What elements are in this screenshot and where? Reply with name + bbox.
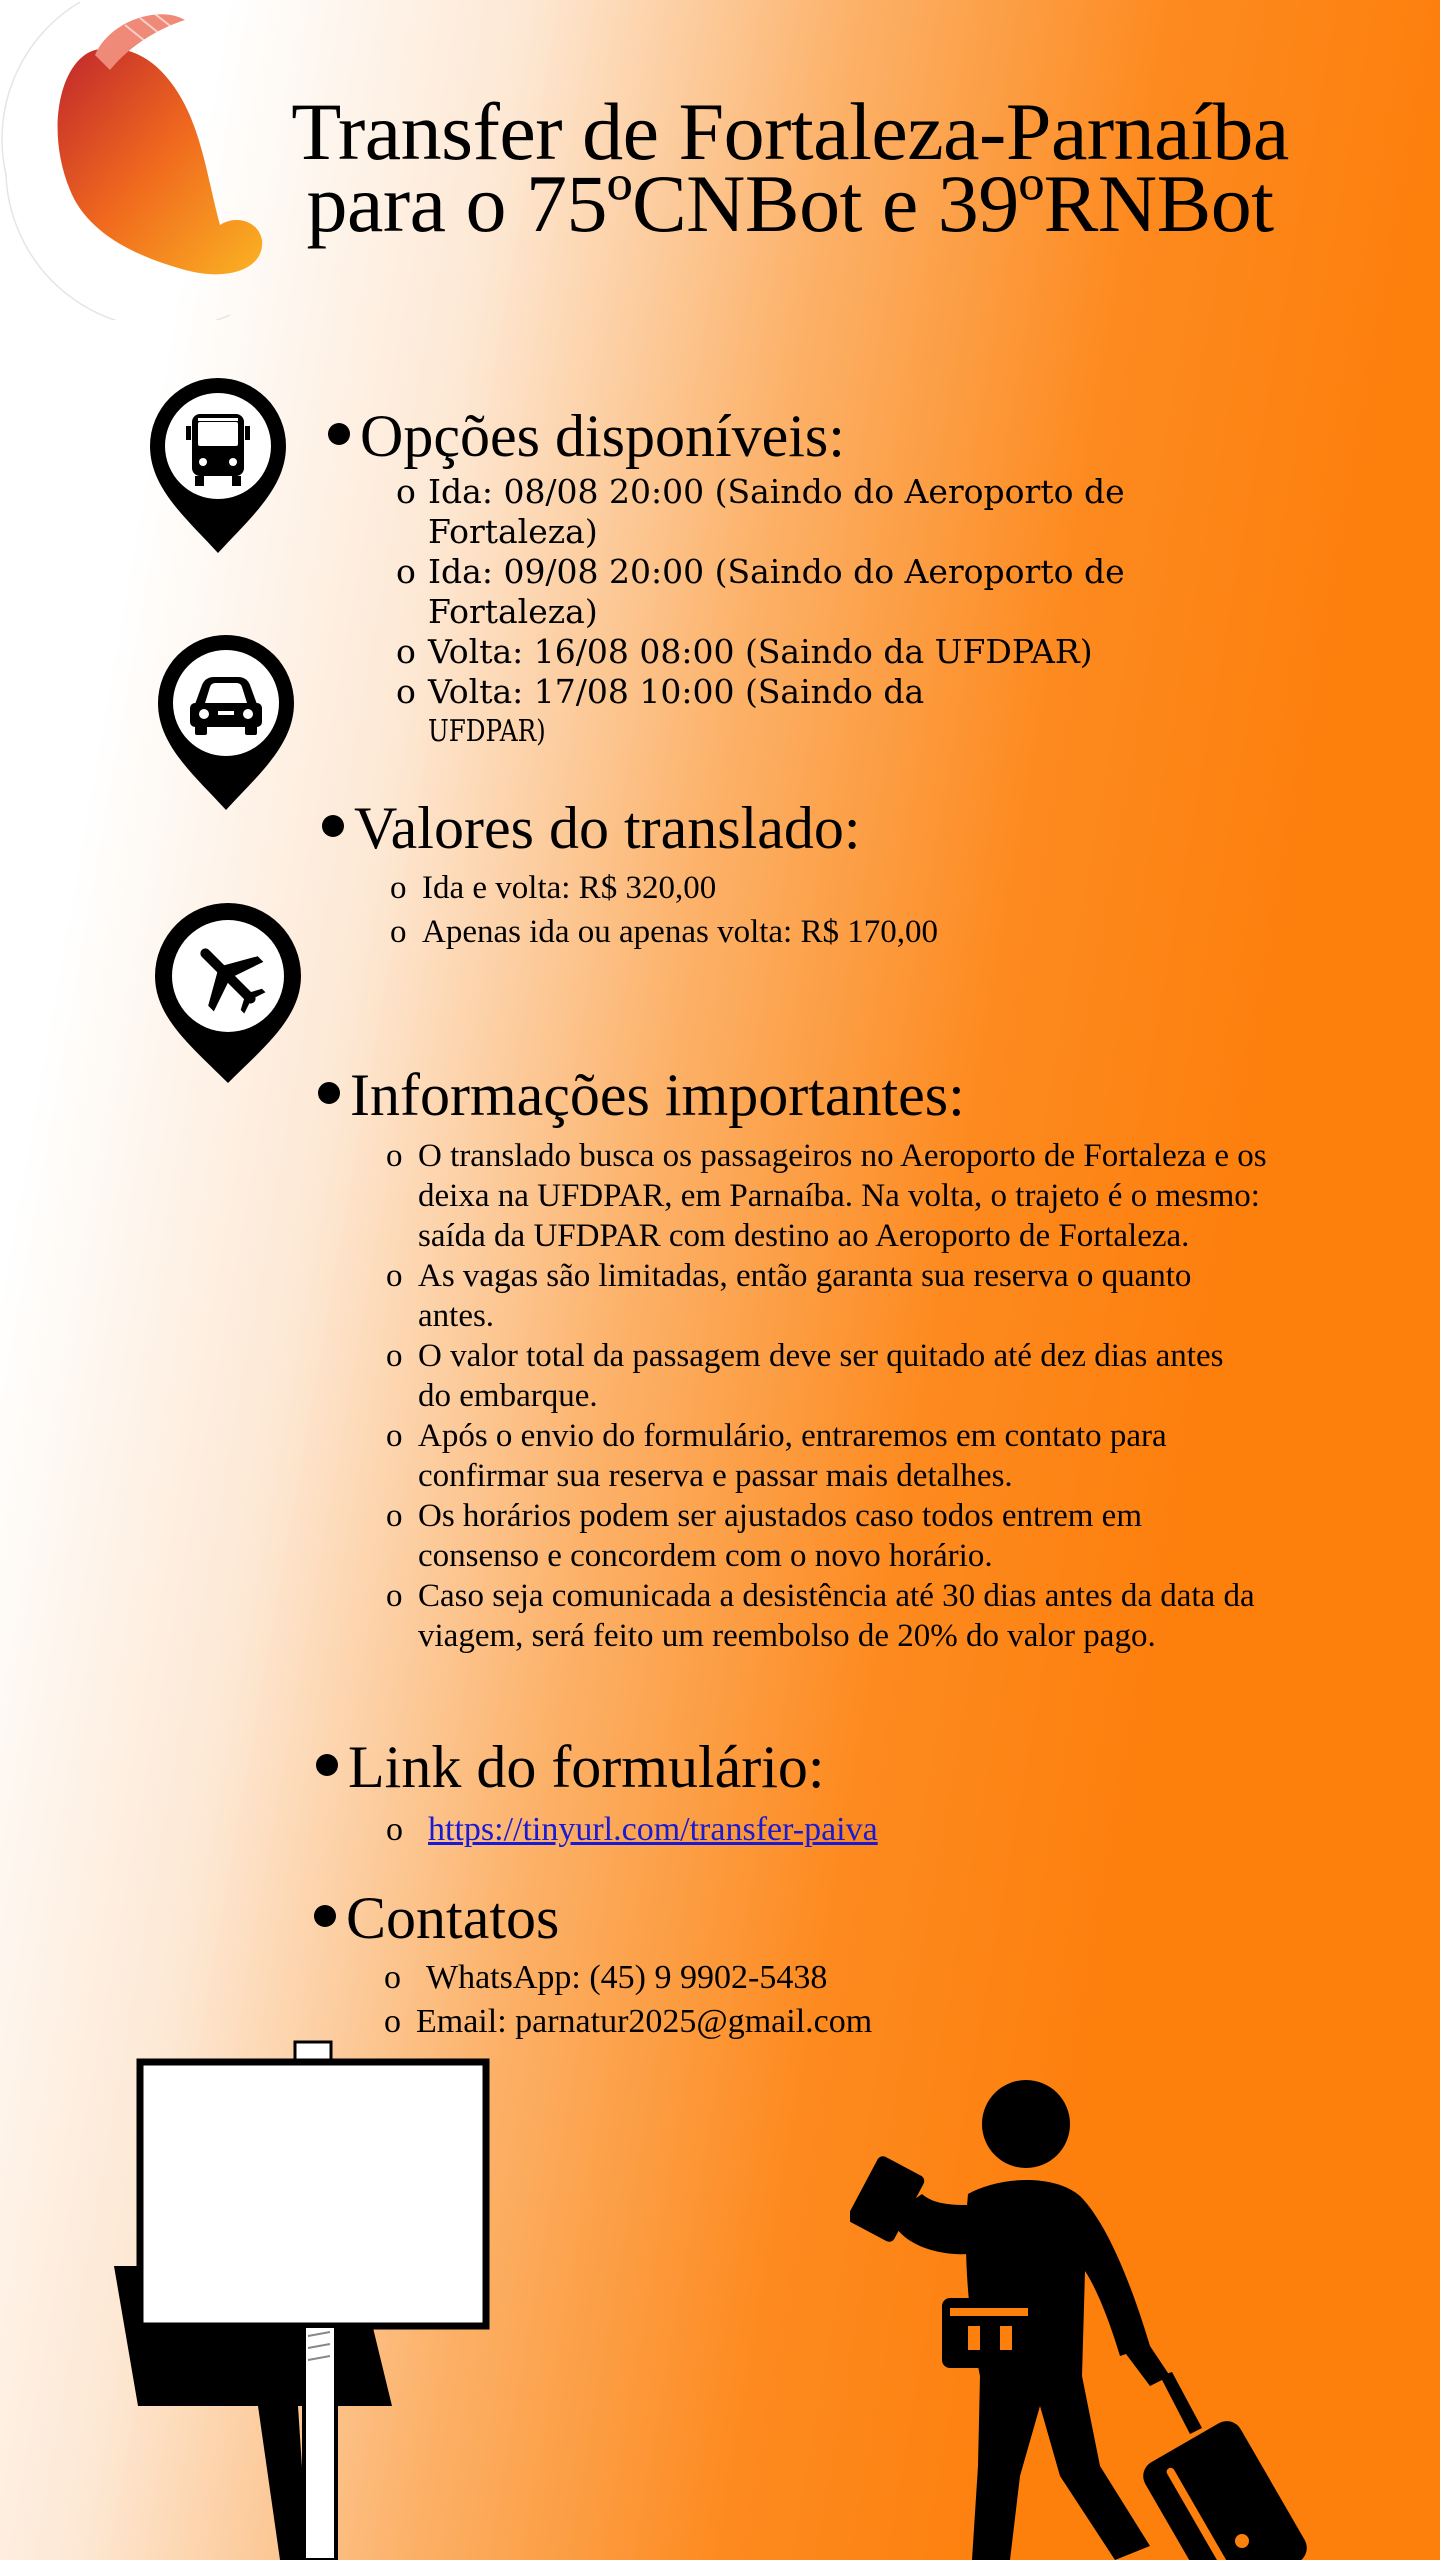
contacts-list: [384, 1956, 1284, 2044]
options-list: [396, 472, 1296, 752]
bullet-icon: [318, 1082, 340, 1104]
bullet-icon: [322, 815, 344, 837]
list-item: o Ida: 09/08 20:00 (Saindo do Aeroporto de Fortaleza): [396, 552, 1125, 631]
signboard-illustration: [108, 2036, 498, 2560]
list-item: o O valor total da passagem deve ser quitado até dez dias antes do embarque.: [386, 1338, 1224, 1414]
list-item: o As vagas são limitadas, então garanta sua reserva o quanto antes.: [386, 1258, 1192, 1334]
section-heading-informacoes: Informações importantes:: [318, 1063, 965, 1127]
traveler-illustration: [850, 2076, 1330, 2560]
page-title: [180, 86, 1400, 249]
list-item-continuation: UFDPAR): [428, 714, 546, 749]
list-item: o Os horários podem ser ajustados caso todos entrem em consenso e concordem com o novo horário.: [386, 1498, 1143, 1574]
list-item: o O translado busca os passageiros no Aeroporto de Fortaleza e os deixa na UFDPAR, em Parnaíba. Na volta, o trajeto é o mesmo: saída da UFDPAR com destino ao Aeroporto de Fortaleza.: [386, 1138, 1267, 1254]
prices-list: [390, 866, 1290, 954]
bullet-icon: [316, 1754, 338, 1776]
info-list: [386, 1136, 1286, 1656]
list-item: o https://tinyurl.com/transfer-paiva: [386, 1811, 878, 1848]
list-item: o Ida: 08/08 20:00 (Saindo do Aeroporto de Fortaleza): [396, 472, 1125, 551]
airplane-pin-icon: [155, 903, 301, 1083]
section-heading-contatos: Contatos: [314, 1886, 559, 1950]
bullet-icon: [328, 423, 350, 445]
section-heading-valores: Valores do translado:: [322, 796, 861, 860]
list-item: o WhatsApp: (45) 9 9902-5438: [384, 1959, 828, 1996]
list-item: o Volta: 17/08 10:00 (Saindo da UFDPAR): [396, 672, 1296, 752]
form-link[interactable]: https://tinyurl.com/transfer-paiva: [428, 1811, 878, 1848]
bus-pin-icon: [150, 378, 286, 553]
list-item: o Apenas ida ou apenas volta: R$ 170,00: [390, 914, 938, 950]
list-item: o Volta: 16/08 08:00 (Saindo da UFDPAR): [396, 632, 1093, 671]
title-line-2: para o 75ºCNBot e 39ºRNBot: [306, 158, 1274, 249]
list-item: o Ida e volta: R$ 320,00: [390, 870, 717, 906]
bullet-icon: [314, 1905, 336, 1927]
section-heading-opcoes: Opções disponíveis:: [328, 404, 845, 468]
link-list: [386, 1808, 1286, 1852]
title-line-1: Transfer de Fortaleza-Parnaíba: [291, 86, 1289, 177]
list-item: o Email: parnatur2025@gmail.com: [384, 2003, 873, 2040]
list-item: o Caso seja comunicada a desistência até 30 dias antes da data da viagem, será feito um reembolso de 20% do valor pago.: [386, 1578, 1255, 1654]
list-item: o Após o envio do formulário, entraremos em contato para confirmar sua reserva e passar mais detalhes.: [386, 1418, 1167, 1494]
section-heading-link: Link do formulário:: [316, 1735, 825, 1799]
car-pin-icon: [158, 635, 294, 810]
